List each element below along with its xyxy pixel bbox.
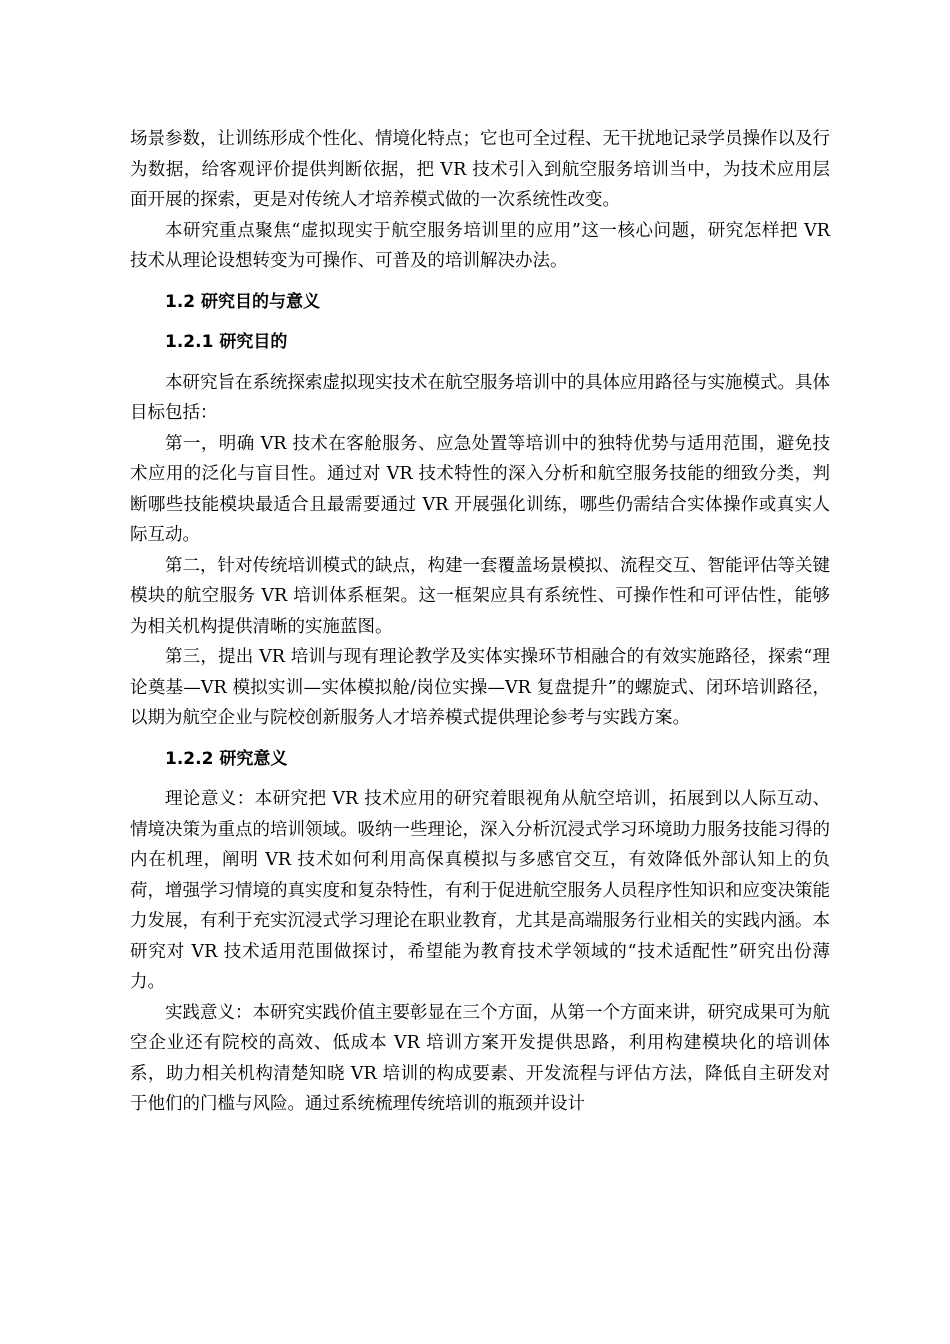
paragraph-research-aim: 本研究旨在系统探索虚拟现实技术在航空服务培训中的具体应用路径与实施模式。具体目标包括： <box>130 372 830 423</box>
paragraph-goal-one: 第一，明确 VR 技术在客舱服务、应急处置等培训中的独特优势与适用范围，避免技术应用的泛化与盲目性。通过对 VR 技术特性的深入分析和航空服务技能的细致分类，判断哪些技能模块最适合且最需要通过 VR 开展强化训练，哪些仍需结合实体操作或真实人际互动。 <box>130 433 830 545</box>
paragraph-continued: 场景参数，让训练形成个性化、情境化特点；它也可全过程、无干扰地记录学员操作以及行为数据，给客观评价提供判断依据，把 VR 技术引入到航空服务培训当中，为技术应用层面开展的探索，更是对传统人才培养模式做的一次系统性改变。 <box>130 129 830 210</box>
document-page <box>130 124 830 1120</box>
paragraph-practical-significance: 实践意义：本研究实践价值主要彰显在三个方面，从第一个方面来讲，研究成果可为航空企业还有院校的高效、低成本 VR 培训方案开发提供思路，利用构建模块化的培训体系，助力相关机构清楚知晓 VR 培训的构成要素、开发流程与评估方法，降低自主研发对于他们的门槛与风险。通过系统梳理传统培训的瓶颈并设计 <box>130 1002 830 1114</box>
section-heading-1-2: 1.2 研究目的与意义 <box>165 291 321 312</box>
paragraph-goal-two: 第二，针对传统培训模式的缺点，构建一套覆盖场景模拟、流程交互、智能评估等关键模块的航空服务 VR 培训体系框架。这一框架应具有系统性、可操作性和可评估性，能够为相关机构提供清晰的实施蓝图。 <box>130 555 830 637</box>
paragraph-goal-three: 第三，提出 VR 培训与现有理论教学及实体实操环节相融合的有效实施路径，探索“理论奠基—VR 模拟实训—实体模拟舱/岗位实操—VR 复盘提升”的螺旋式、闭环培训路径，以期为航空企业与院校创新服务人才培养模式提供理论参考与实践方案。 <box>130 647 830 728</box>
paragraph-theoretical-significance: 理论意义：本研究把 VR 技术应用的研究着眼视角从航空培训，拓展到以人际互动、情境决策为重点的培训领域。吸纳一些理论，深入分析沉浸式学习环境助力服务技能习得的内在机理，阐明 VR 技术如何利用高保真模拟与多感官交互，有效降低外部认知上的负荷，增强学习情境的真实度和复杂特性，有利于促进航空服务人员程序性知识和应变决策能力发展，有利于充实沉浸式学习理论在职业教育，尤其是高端服务行业相关的实践内涵。本研究对 VR 技术适用范围做探讨，希望能为教育技术学领域的“技术适配性”研究出份薄力。 <box>130 789 830 992</box>
section-heading-1-2-1: 1.2.1 研究目的 <box>165 332 288 352</box>
paragraph-research-focus: 本研究重点聚焦“虚拟现实于航空服务培训里的应用”这一核心问题，研究怎样把 VR 技术从理论设想转变为可操作、可普及的培训解决办法。 <box>130 220 830 271</box>
section-heading-1-2-2: 1.2.2 研究意义 <box>165 748 288 769</box>
